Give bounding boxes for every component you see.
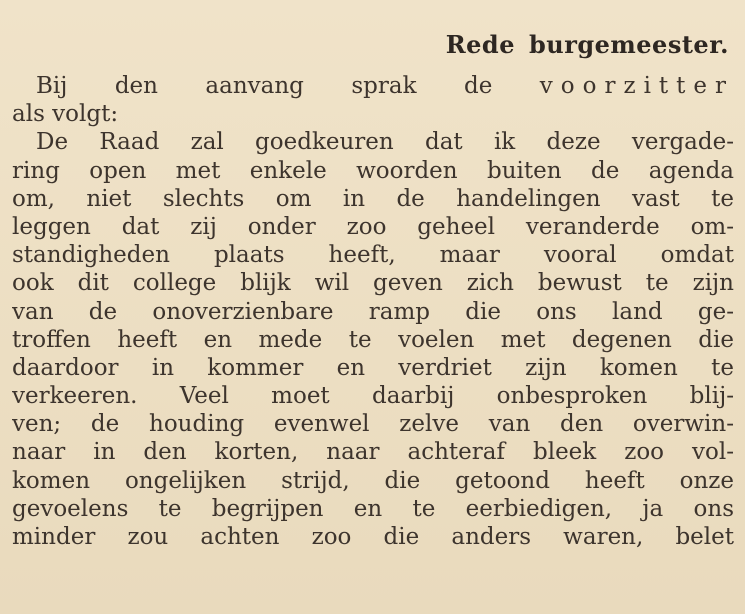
paragraph-2-line: minder zou achten zoo die anders waren, belet (12, 524, 734, 550)
paragraph-1-line-2: als volgt: (12, 101, 119, 128)
article-heading (446, 30, 729, 59)
paragraph-2-line: verkeeren. Veel moet daarbij onbesproken blij- (12, 383, 734, 410)
speaker-voorzitter: voorzitter (539, 73, 734, 99)
paragraph-2-line: om, niet slechts om in de handelingen vast te (12, 185, 734, 212)
paragraph-2-line: daardoor in kommer en verdriet zijn komen te (12, 354, 734, 381)
paragraph-2-line: De Raad zal goedkeuren dat ik deze vergade- (36, 129, 734, 156)
paragraph-2-line: troffen heeft en mede te voelen met degenen die (12, 326, 734, 353)
paragraph-2-line: van de onoverzienbare ramp die ons land ge- (12, 298, 734, 325)
paragraph-2-line: naar in den korten, naar achteraf bleek zoo vol- (12, 439, 734, 466)
paragraph-2-line: ring open met enkele woorden buiten de agenda (12, 157, 734, 184)
paragraph-2-line: gevoelens te begrijpen en te eerbiedigen, ja ons (12, 495, 734, 522)
paragraph-2-line: leggen dat zij onder zoo geheel veranderde om- (12, 213, 734, 240)
article-body (12, 72, 734, 551)
paragraph-2-line: standigheden plaats heeft, maar vooral omdat (12, 242, 734, 269)
paragraph-1-intro: Bij den aanvang sprak de (36, 73, 493, 99)
heading-word-1: Rede (445, 30, 515, 59)
paragraph-2-line: komen ongelijken strijd, die getoond heeft onze (12, 467, 734, 494)
heading-word-2: burgemeester. (528, 30, 729, 59)
paragraph-2-line: ook dit college blijk wil geven zich bewust te zijn (12, 270, 734, 297)
paragraph-2-line: ven; de houding evenwel zelve van den overwin- (12, 411, 734, 438)
paragraph-1-line-1 (12, 72, 734, 100)
